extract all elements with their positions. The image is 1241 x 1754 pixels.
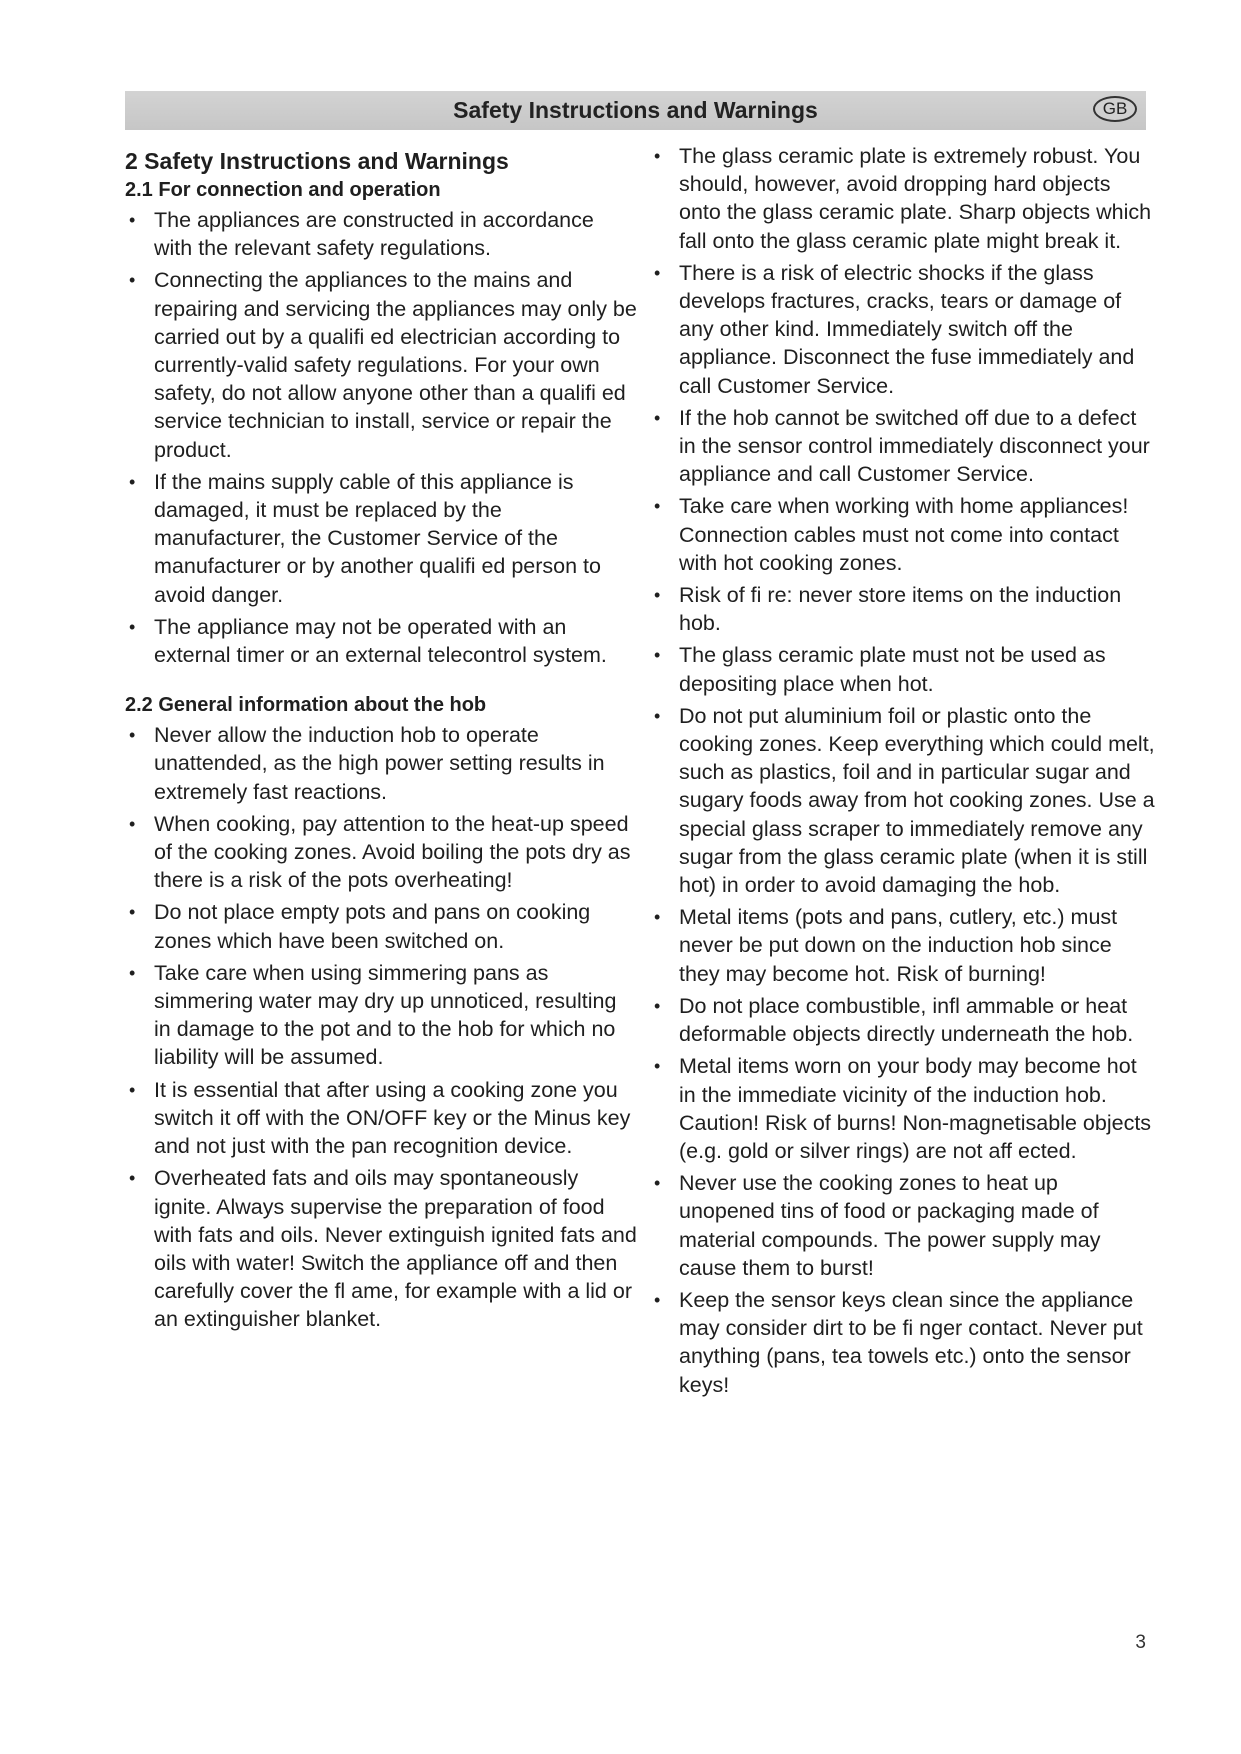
- section-title: 2 Safety Instructions and Warnings: [125, 148, 509, 174]
- page-number: 3: [1135, 1632, 1146, 1653]
- general-info-list: [125, 721, 637, 1333]
- header-title: Safety Instructions and Warnings: [453, 97, 818, 123]
- list-item: • Metal items worn on your body may become hot in the immediate vicinity of the induction hob. Caution! Risk of burns! Non-magnetisable objects (e.g. gold or silver rings) are not aff ected.: [650, 1052, 1155, 1165]
- list-item: • The glass ceramic plate must not be used as depositing place when hot.: [650, 641, 1155, 697]
- list-item: • The glass ceramic plate is extremely robust. You should, however, avoid dropping hard objects onto the glass ceramic plate. Sharp objects which fall onto the glass ceramic plate might break it.: [650, 142, 1155, 255]
- list-item: • Take care when using simmering pans as simmering water may dry up unnoticed, resulting in damage to the pot and to the hob for which no liability will be assumed.: [125, 959, 637, 1072]
- list-item: • If the mains supply cable of this appliance is damaged, it must be replaced by the manufacturer, the Customer Service of the manufacturer or by another qualifi ed person to avoid danger.: [125, 468, 637, 609]
- list-item: • Overheated fats and oils may spontaneously ignite. Always supervise the preparation of food with fats and oils. Never extinguish ignited fats and oils with water! Switch the appliance off and then carefully cover the fl ame, for example with a lid or an extinguisher blanket.: [125, 1164, 637, 1333]
- hob-warnings-list: [650, 142, 1155, 1399]
- list-item: • There is a risk of electric shocks if the glass develops fractures, cracks, tears or damage of any other kind. Immediately switch off the appliance. Disconnect the fuse immediately and call Customer Service.: [650, 259, 1155, 400]
- connection-list: [125, 206, 637, 669]
- language-badge: GB: [1093, 96, 1137, 122]
- subsection-title-general: 2.2 General information about the hob: [125, 694, 487, 717]
- list-item: • It is essential that after using a cooking zone you switch it off with the ON/OFF key or the Minus key and not just with the pan recognition device.: [125, 1076, 637, 1161]
- list-item: • Do not put aluminium foil or plastic onto the cooking zones. Keep everything which could melt, such as plastics, foil and in particular sugar and sugary foods away from hot cooking zones. Use a special glass scraper to immediately remove any sugar from the glass ceramic plate (when it is still hot) in order to avoid damaging the hob.: [650, 702, 1155, 899]
- list-item: • Do not place combustible, infl ammable or heat deformable objects directly underneath the hob.: [650, 992, 1155, 1048]
- left-column: [125, 142, 637, 1338]
- list-item: • Never use the cooking zones to heat up unopened tins of food or packaging made of material compounds. The power supply may cause them to burst!: [650, 1169, 1155, 1282]
- list-item: • Take care when working with home appliances! Connection cables must not come into contact with hot cooking zones.: [650, 492, 1155, 577]
- list-item: • The appliances are constructed in accordance with the relevant safety regulations.: [125, 206, 637, 262]
- subsection-title-connection: 2.1 For connection and operation: [125, 179, 441, 201]
- list-item: • Connecting the appliances to the mains and repairing and servicing the appliances may only be carried out by a qualifi ed electrician according to currently-valid safety regulations. For your own safety, do not allow anyone other than a qualifi ed service technician to install, service or repair the product.: [125, 266, 637, 463]
- list-item: • The appliance may not be operated with an external timer or an external telecontrol system.: [125, 613, 637, 669]
- list-item: • If the hob cannot be switched off due to a defect in the sensor control immediately disconnect your appliance and call Customer Service.: [650, 404, 1155, 489]
- list-item: • Risk of fi re: never store items on the induction hob.: [650, 581, 1155, 637]
- list-item: • Metal items (pots and pans, cutlery, etc.) must never be put down on the induction hob since they may become hot. Risk of burning!: [650, 903, 1155, 988]
- header-bar: [125, 91, 1146, 130]
- list-item: • Keep the sensor keys clean since the appliance may consider dirt to be fi nger contact. Never put anything (pans, tea towels etc.) onto the sensor keys!: [650, 1286, 1155, 1399]
- right-column: [650, 142, 1155, 1403]
- list-item: • Never allow the induction hob to operate unattended, as the high power setting results in extremely fast reactions.: [125, 721, 637, 806]
- list-item: • When cooking, pay attention to the heat-up speed of the cooking zones. Avoid boiling the pots dry as there is a risk of the pots overheating!: [125, 810, 637, 895]
- list-item: • Do not place empty pots and pans on cooking zones which have been switched on.: [125, 898, 637, 954]
